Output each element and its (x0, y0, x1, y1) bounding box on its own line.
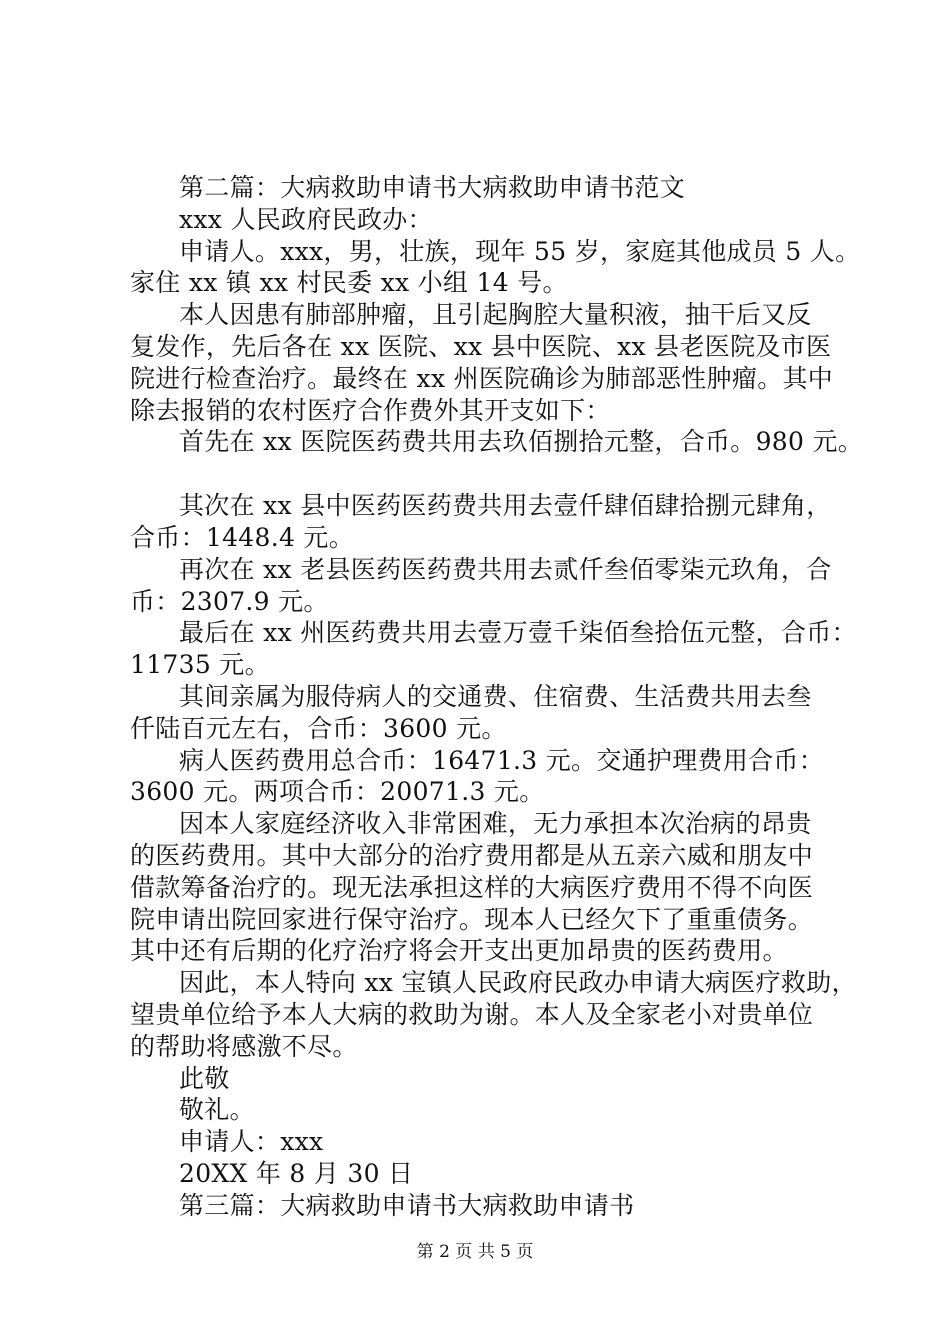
closing-line: 敬礼。 (179, 1095, 255, 1125)
recipient-line: xxx 人民政府民政办： (179, 204, 433, 234)
paragraph-line: 再次在 xx 老县医药医药费共用去贰仟叁佰零柒元玖角，合 (179, 554, 832, 584)
document-body (130, 172, 864, 1222)
paragraph-line: 其次在 xx 县中医药医药费共用去壹仟肆佰肆拾捌元肆角， (179, 491, 832, 521)
paragraph-line: 借款筹备治疗的。现无法承担这样的大病医疗费用不得不向医 (130, 872, 814, 902)
paragraph-line: 合币：1448.4 元。 (130, 522, 355, 552)
paragraph-line: 仟陆百元左右，合币：3600 元。 (130, 713, 507, 743)
paragraph-line: 11735 元。 (130, 650, 270, 680)
paragraph-line: 家住 xx 镇 xx 村民委 xx 小组 14 号。 (130, 268, 568, 298)
paragraph-line: 最后在 xx 州医药费共用去壹万壹千柒佰叁拾伍元整，合币： (179, 618, 857, 648)
section-heading: 第二篇：大病救助申请书大病救助申请书范文 (179, 173, 686, 202)
paragraph-line: 院申请出院回家进行保守治疗。现本人已经欠下了重重债务。 (130, 904, 814, 934)
paragraph-line: 因此，本人特向 xx 宝镇人民政府民政办申请大病医疗救助， (179, 968, 857, 998)
signature-line: 申请人：xxx (179, 1127, 324, 1157)
paragraph-line: 3600 元。两项合币：20071.3 元。 (130, 777, 545, 807)
paragraph-line: 复发作，先后各在 xx 医院、xx 县中医院、xx 县老医院及市医 (130, 331, 832, 361)
closing-line: 此敬 (179, 1063, 230, 1093)
paragraph-line: 病人医药费用总合币：16471.3 元。交通护理费用合币： (179, 745, 825, 775)
paragraph-line: 因本人家庭经济收入非常困难，无力承担本次治病的昂贵 (179, 809, 812, 839)
paragraph-line: 望贵单位给予本人大病的救助为谢。本人及全家老小对贵单位 (130, 999, 814, 1029)
paragraph-line: 其中还有后期的化疗治疗将会开支出更加昂贵的医药费用。 (130, 936, 788, 966)
paragraph-line: 的医药费用。其中大部分的治疗费用都是从五亲六威和朋友中 (130, 840, 814, 870)
page-number-footer: 第 2 页 共 5 页 (416, 1242, 534, 1262)
paragraph-line: 申请人。xxx，男，壮族，现年 55 岁，家庭其他成员 5 人。 (179, 236, 861, 266)
blank-line (130, 458, 860, 490)
paragraph-line: 除去报销的农村医疗合作费外其开支如下： (130, 395, 611, 425)
date-line: 20XX 年 8 月 30 日 (179, 1158, 414, 1188)
section-heading: 第三篇：大病救助申请书大病救助申请书 (179, 1190, 635, 1220)
paragraph-line: 的帮助将感激不尽。 (130, 1031, 358, 1061)
paragraph-line: 币：2307.9 元。 (130, 586, 329, 616)
paragraph-line: 本人因患有肺部肿瘤，且引起胸腔大量积液，抽干后又反 (179, 300, 812, 330)
paragraph-line: 院进行检查治疗。最终在 xx 州医院确诊为肺部恶性肿瘤。其中 (130, 363, 834, 393)
paragraph-line: 首先在 xx 医院医药费共用去玖佰捌拾元整，合币。980 元。 (179, 427, 864, 457)
paragraph-line: 其间亲属为服侍病人的交通费、住宿费、生活费共用去叁 (179, 681, 812, 711)
